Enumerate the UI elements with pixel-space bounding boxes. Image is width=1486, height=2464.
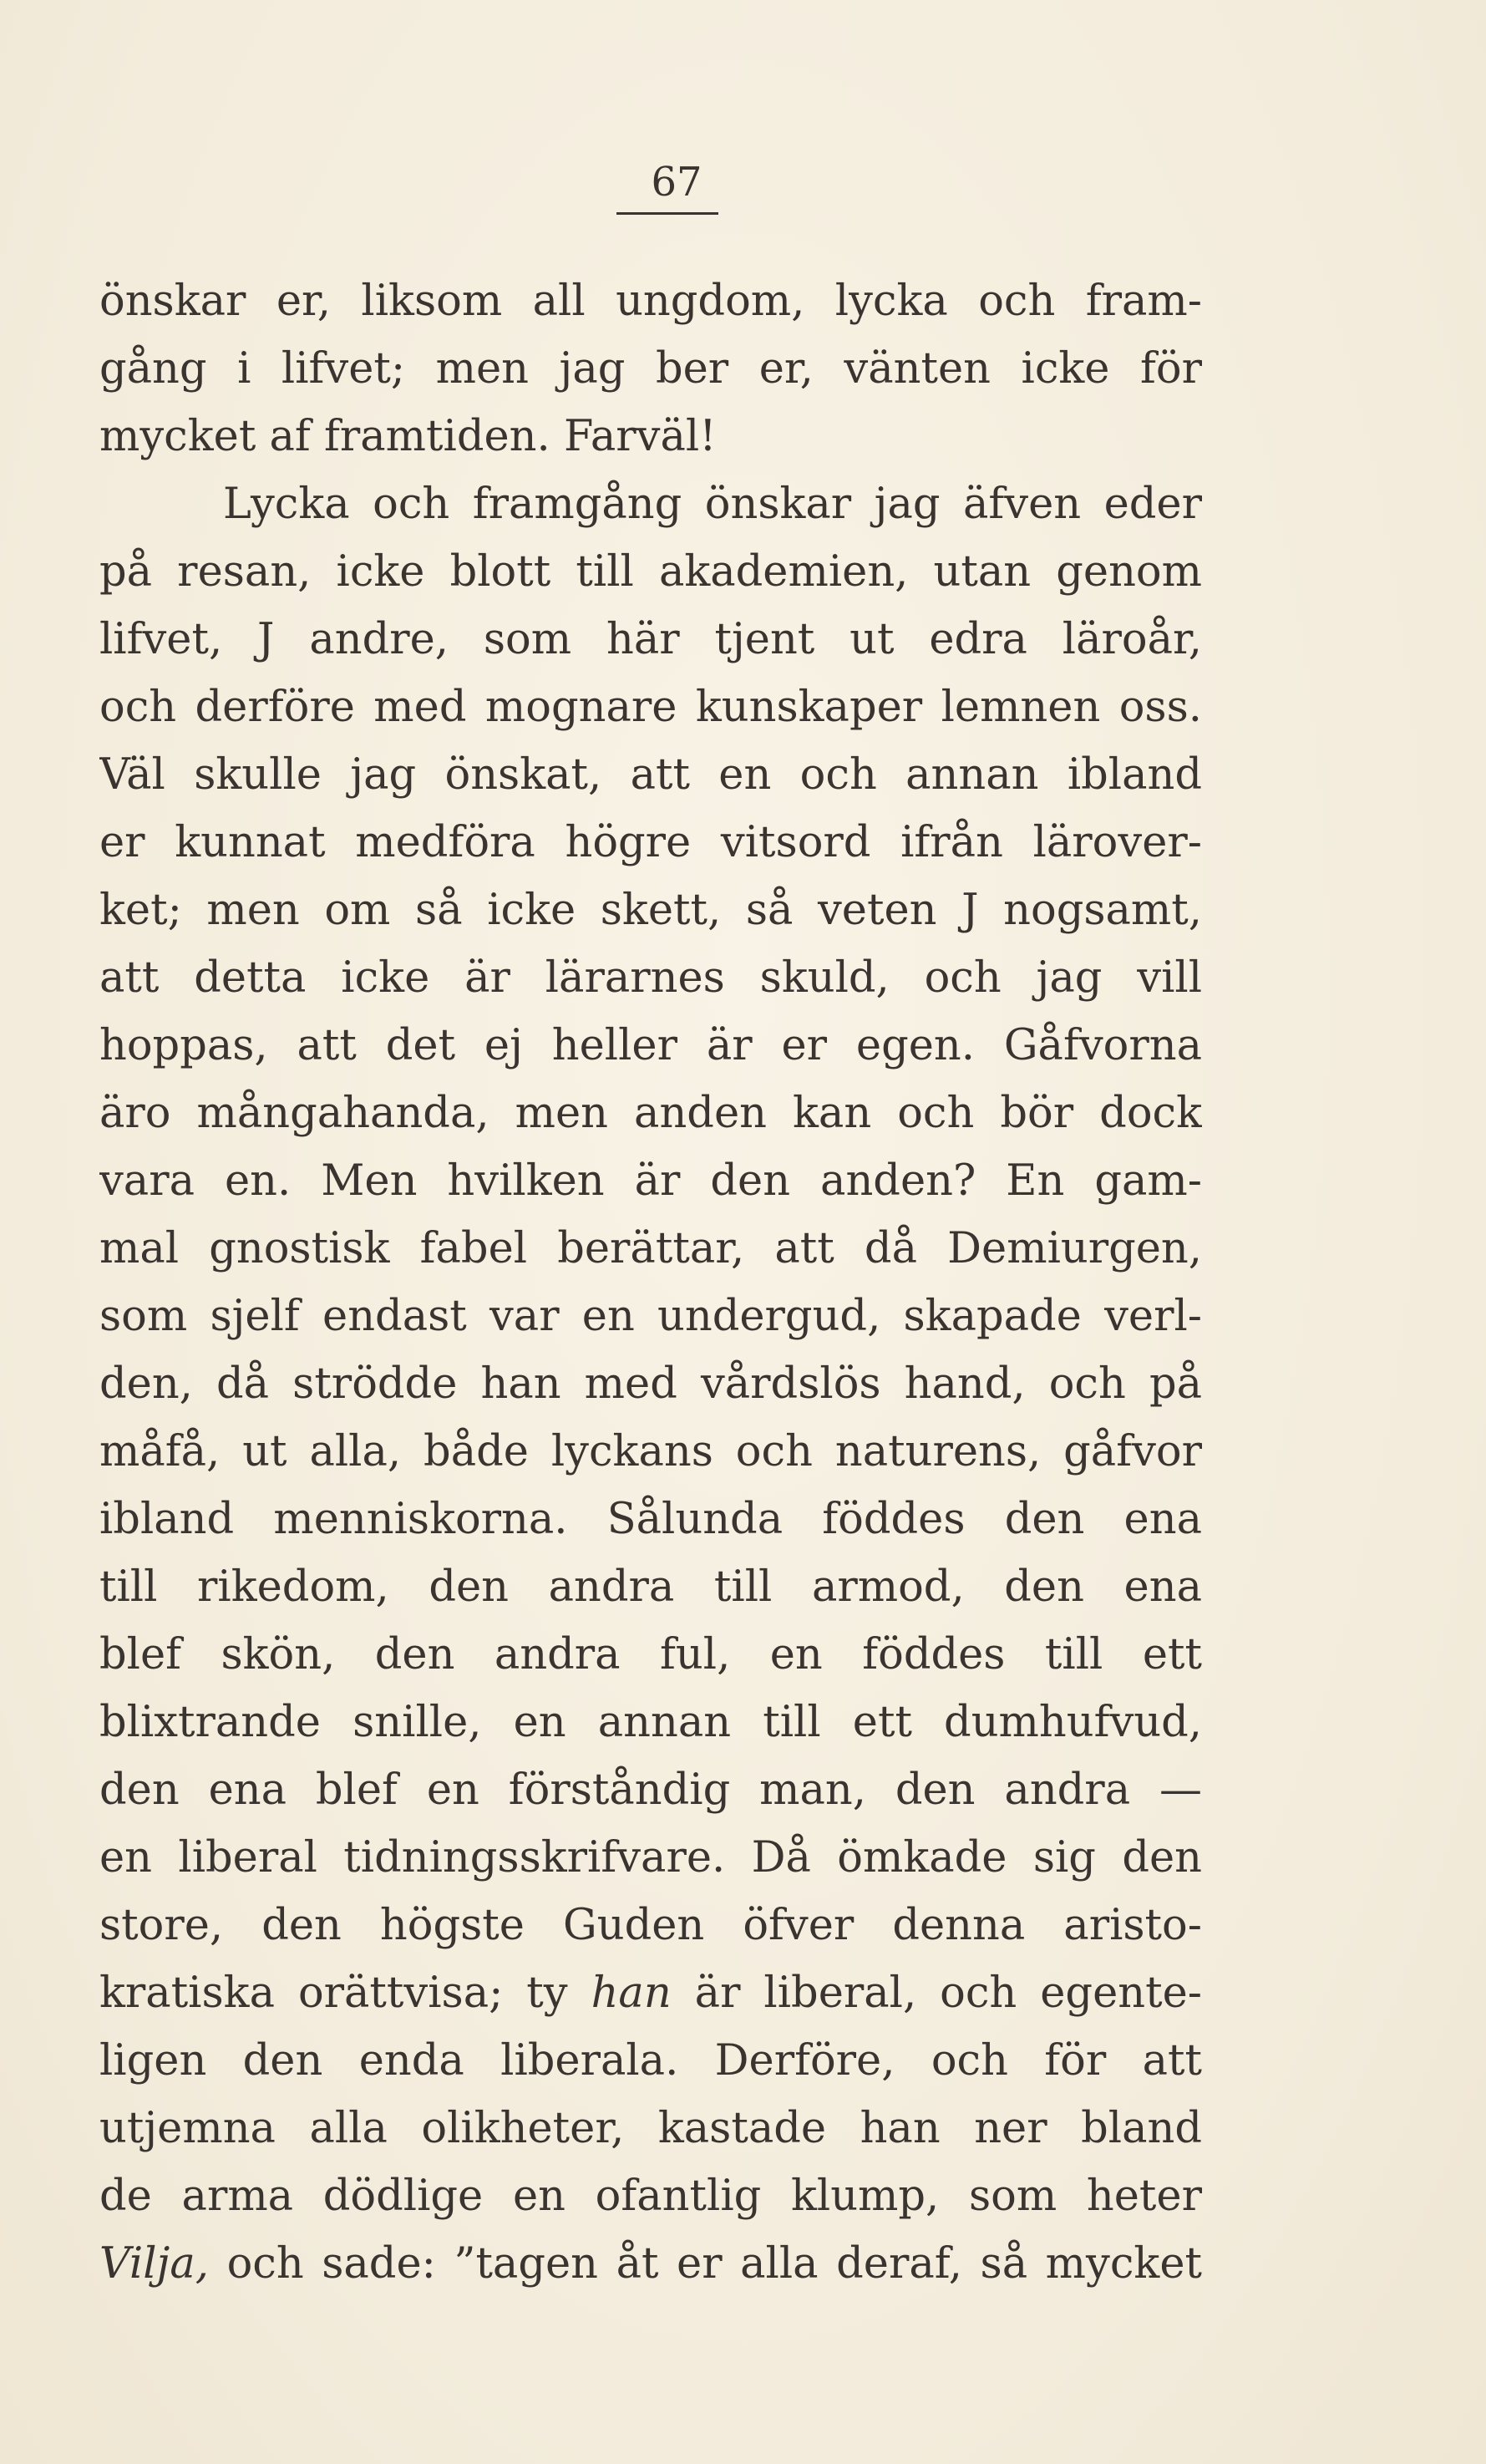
text-line: som sjelf endast var en undergud, skapade verl- (99, 1292, 1202, 1341)
text-line: äro mångahanda, men anden kan och bör dock (99, 1089, 1202, 1138)
text-line: utjemna alla olikheter, kastade han ner bland (99, 2104, 1202, 2153)
page-number-rule (616, 212, 718, 215)
body-text (99, 267, 1202, 2298)
text-line: måfå, ut alla, både lyckans och naturens, gåfvor (99, 1427, 1202, 1476)
text-line: på resan, icke blott till akademien, utan genom (99, 547, 1202, 597)
text-line: blixtrande snille, en annan till ett dumhufvud, (99, 1698, 1202, 1747)
text-line: ligen den enda liberala. Derföre, och för att (99, 2036, 1202, 2086)
text-line: önskar er, liksom all ungdom, lycka och fram- (99, 277, 1202, 326)
text-line: lifvet, J andre, som här tjent ut edra läroår, (99, 615, 1202, 664)
text-line: gång i lifvet; men jag ber er, vänten icke för (99, 344, 1202, 394)
text-fragment: kratiska orättvisa; ty (99, 1969, 568, 2018)
text-line: Lycka och framgång önskar jag äfven eder (223, 480, 1202, 529)
text-line: till rikedom, den andra till armod, den ena (99, 1562, 1202, 1612)
text-fragment: och sade: ”tagen åt er alla deraf, så mycket (226, 2239, 1202, 2289)
text-line: store, den högste Guden öfver denna aristo- (99, 1901, 1202, 1950)
text-line: den, då strödde han med vårdslös hand, och på (99, 1359, 1202, 1409)
text-line: ibland menniskorna. Sålunda föddes den ena (99, 1495, 1202, 1544)
text-line: och derföre med mognare kunskaper lemnen oss. (99, 683, 1202, 732)
emphasized-word: han (591, 1969, 672, 2018)
text-line-with-emphasis (99, 1959, 1202, 2027)
text-line: mycket af framtiden. Farväl! (99, 412, 717, 461)
text-line-with-emphasis (99, 2230, 1202, 2298)
text-line: ket; men om så icke skett, så veten J nogsamt, (99, 886, 1202, 935)
text-line: vara en. Men hvilken är den anden? En gam- (99, 1156, 1202, 1206)
text-line: er kunnat medföra högre vitsord ifrån lärover- (99, 818, 1202, 867)
text-line: en liberal tidningsskrifvare. Då ömkade sig den (99, 1833, 1202, 1882)
page-number: 67 (651, 159, 702, 206)
text-line: de arma dödlige en ofantlig klump, som heter (99, 2172, 1202, 2221)
text-line: mal gnostisk fabel berättar, att då Demiurgen, (99, 1224, 1202, 1273)
text-fragment: är liberal, och egente- (694, 1969, 1202, 2018)
text-line: att detta icke är lärarnes skuld, och jag vill (99, 953, 1202, 1003)
text-line: Väl skulle jag önskat, att en och annan ibland (99, 750, 1202, 800)
text-line: den ena blef en förståndig man, den andra — (99, 1765, 1202, 1815)
text-line: blef skön, den andra ful, en föddes till ett (99, 1630, 1202, 1679)
emphasized-word: Vilja, (99, 2239, 209, 2289)
text-line: hoppas, att det ej heller är er egen. Gåfvorna (99, 1021, 1202, 1070)
